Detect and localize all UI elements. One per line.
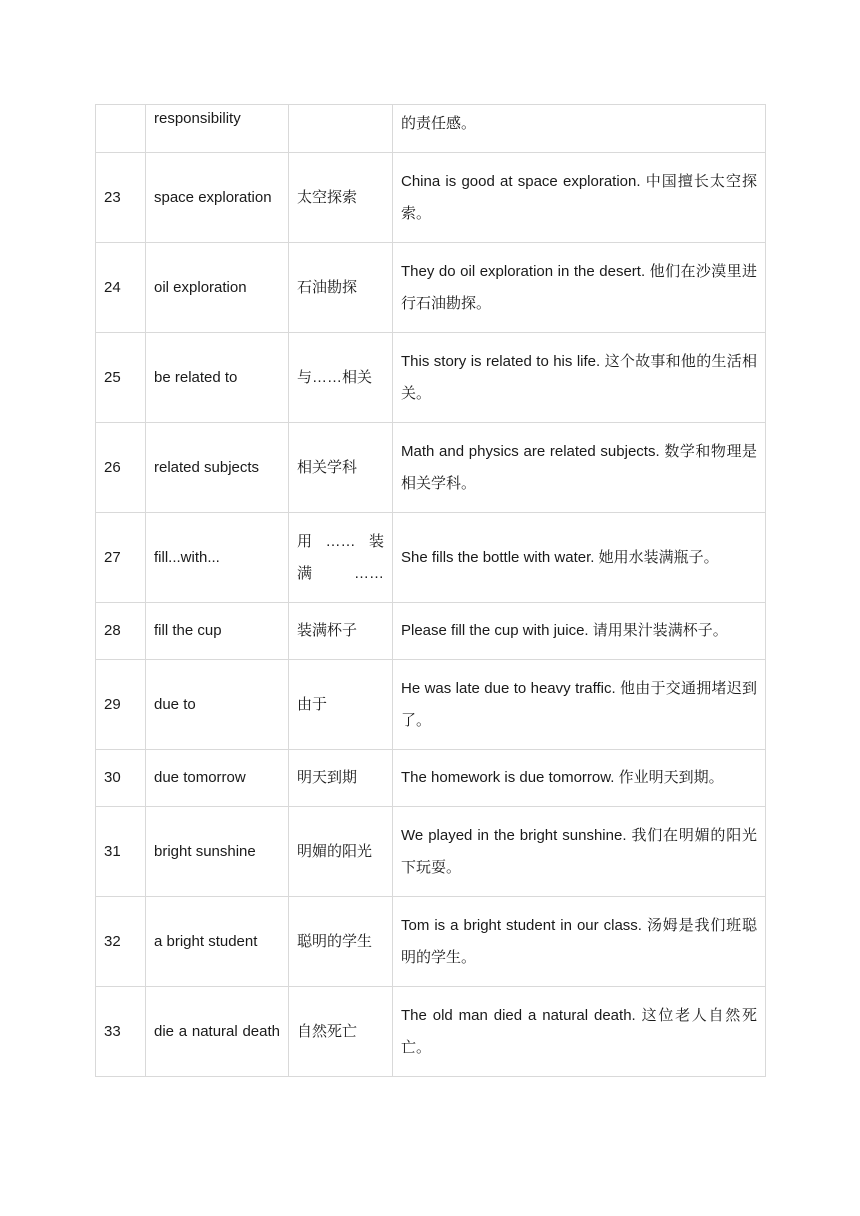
phrase: due tomorrow	[146, 750, 289, 807]
row-number: 26	[96, 423, 146, 513]
phrase: fill the cup	[146, 603, 289, 660]
table-row	[96, 423, 766, 513]
row-number: 25	[96, 333, 146, 423]
phrase: space exploration	[146, 153, 289, 243]
vocabulary-table	[95, 104, 766, 1077]
example-sentence: The homework is due tomorrow. 作业明天到期。	[393, 750, 766, 807]
table-row	[96, 105, 766, 153]
example-sentence: 的责任感。	[393, 105, 766, 153]
meaning: 由于	[289, 660, 393, 750]
table-row	[96, 603, 766, 660]
phrase: responsibility	[146, 105, 289, 153]
row-number: 31	[96, 807, 146, 897]
table-row	[96, 807, 766, 897]
example-sentence: This story is related to his life. 这个故事和他的生活相关。	[393, 333, 766, 423]
row-number: 32	[96, 897, 146, 987]
phrase: due to	[146, 660, 289, 750]
table-row	[96, 660, 766, 750]
phrase: die a natural death	[146, 987, 289, 1077]
meaning: 装满杯子	[289, 603, 393, 660]
meaning: 明天到期	[289, 750, 393, 807]
example-sentence: We played in the bright sunshine. 我们在明媚的阳光下玩耍。	[393, 807, 766, 897]
row-number: 23	[96, 153, 146, 243]
example-sentence: The old man died a natural death. 这位老人自然死亡。	[393, 987, 766, 1077]
phrase: related subjects	[146, 423, 289, 513]
row-number	[96, 105, 146, 153]
meaning: 太空探索	[289, 153, 393, 243]
row-number: 30	[96, 750, 146, 807]
meaning: 石油勘探	[289, 243, 393, 333]
meaning: 明媚的阳光	[289, 807, 393, 897]
row-number: 28	[96, 603, 146, 660]
example-sentence: Please fill the cup with juice. 请用果汁装满杯子。	[393, 603, 766, 660]
phrase: oil exploration	[146, 243, 289, 333]
meaning	[289, 105, 393, 153]
example-sentence: Math and physics are related subjects. 数学和物理是相关学科。	[393, 423, 766, 513]
table-row	[96, 243, 766, 333]
row-number: 27	[96, 513, 146, 603]
phrase: bright sunshine	[146, 807, 289, 897]
table-row	[96, 333, 766, 423]
table-row	[96, 897, 766, 987]
example-sentence: She fills the bottle with water. 她用水装满瓶子。	[393, 513, 766, 603]
meaning: 与……相关	[289, 333, 393, 423]
example-sentence: They do oil exploration in the desert. 他们在沙漠里进行石油勘探。	[393, 243, 766, 333]
phrase: a bright student	[146, 897, 289, 987]
table-row	[96, 513, 766, 603]
example-sentence: China is good at space exploration. 中国擅长太空探索。	[393, 153, 766, 243]
table-row	[96, 750, 766, 807]
row-number: 24	[96, 243, 146, 333]
row-number: 33	[96, 987, 146, 1077]
phrase: be related to	[146, 333, 289, 423]
meaning: 相关学科	[289, 423, 393, 513]
meaning: 自然死亡	[289, 987, 393, 1077]
meaning: 聪明的学生	[289, 897, 393, 987]
example-sentence: He was late due to heavy traffic. 他由于交通拥堵迟到了。	[393, 660, 766, 750]
row-number: 29	[96, 660, 146, 750]
phrase: fill...with...	[146, 513, 289, 603]
example-sentence: Tom is a bright student in our class. 汤姆是我们班聪明的学生。	[393, 897, 766, 987]
table-row	[96, 987, 766, 1077]
table-row	[96, 153, 766, 243]
meaning: 用……装满……	[289, 513, 393, 603]
